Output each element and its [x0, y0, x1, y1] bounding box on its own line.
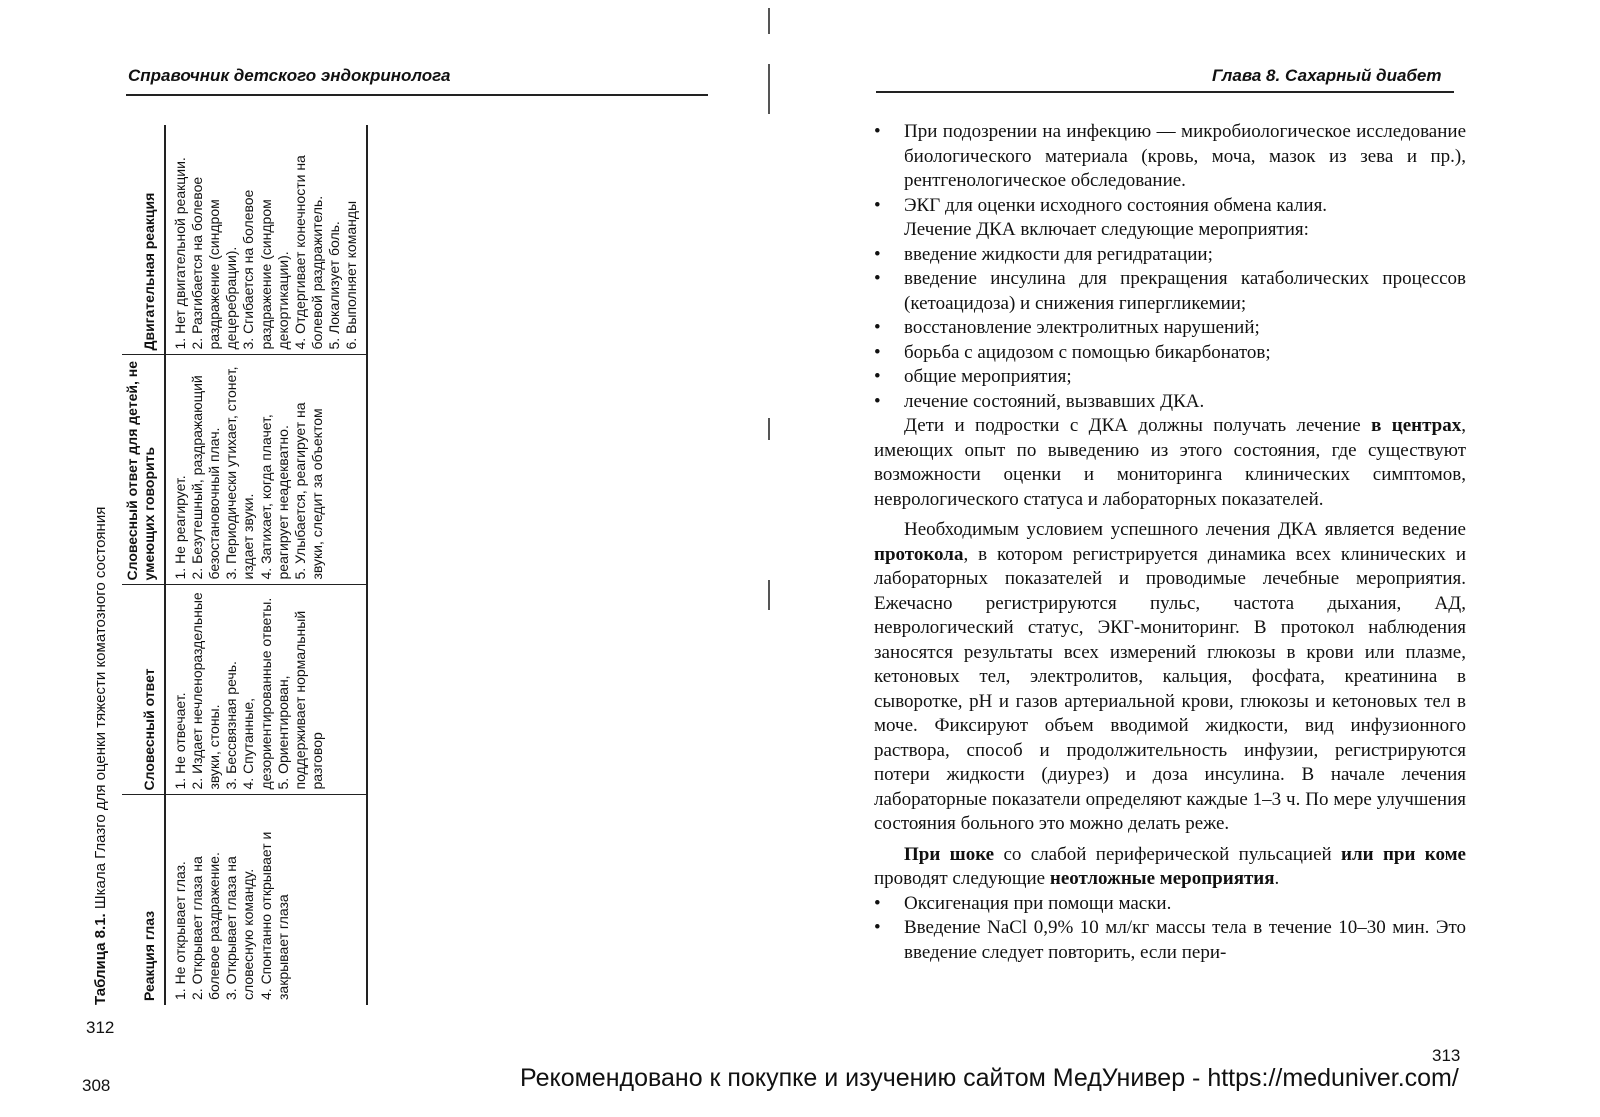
header-rule-left: [126, 94, 708, 96]
cell-line: 1. Не открывает глаз.: [172, 861, 189, 1000]
paragraph-centers: Дети и подростки с ДКА должны получать лечение в центрах, имеющих опыт по выведению из этого состояния, где существуют возможности оценки и мониторинга клинических симптомов, неврологического статуса и лабораторных показателей.: [874, 415, 1466, 510]
list-item: • восстановление электролитных нарушений;: [874, 316, 1466, 341]
cell-line: 5. Ориентирован, поддерживает нормальный разговор: [274, 610, 325, 790]
body-text: [874, 120, 1466, 965]
list-item: • введение инсулина для прекращения катаболических процессов (кетоацидоза) и снижения гипергликемии;: [874, 268, 1466, 314]
bullet-icon: •: [874, 194, 881, 216]
page-number-312: 312: [86, 1018, 115, 1037]
list-item: • введение жидкости для регидратации;: [874, 243, 1466, 268]
paragraph-shock: При шоке со слабой периферической пульсацией или при коме проводят следующие неотложные мероприятия.: [874, 843, 1466, 889]
paragraph-protocol: Необходимым условием успешного лечения ДКА является ведение протокола, в котором регистрируется динамика всех клинических и лабораторных показателей и проводимые лечебные мероприятия. Ежечасно регистрируются пульс, частота дыхания, АД, неврологический статус, ЭКГ-мониторинг. В протокол наблюдения заносятся результаты всех измерений глюкозы в крови или плазме, кетоновых тел, электролитов, кальция, фосфата, креатинина в сыворотке, pH и газов артериальной крови, глюкозы и кетоновых тел в моче. Фиксируют объем вводимой жидкости, вид инфузионного раствора, способ и продолжительность инфузии, регистрируются потери жидкости (диурез) и доза инсулина. В начале лечения лабораторные показатели определяют каждые 1–3 ч. По мере улучшения состояния больного это можно делать реже.: [874, 519, 1466, 834]
running-header-right: Глава 8. Сахарный диабет: [1212, 66, 1442, 85]
bullet-icon: •: [874, 121, 881, 142]
table-caption-label: Таблица 8.1.: [92, 913, 109, 1005]
cell-line: 3. Периодически утихает, стонет, издает звуки.: [223, 366, 257, 580]
list-item: • борьба с ацидозом с помощью бикарбонатов;: [874, 341, 1466, 366]
cell-line: 5. Улыбается, реагирует на звуки, следит за объектом: [291, 402, 325, 580]
cell-eye: [165, 795, 367, 1005]
cell-line: 4. Спутанные, дезориентированные ответы.: [240, 597, 274, 790]
cell-verbal-child: [165, 355, 367, 585]
list-item: • Оксигенация при помощи маски.: [874, 892, 1466, 917]
header-verbal-child: Словесный ответ для детей, не умеющих говорить: [122, 355, 165, 585]
cell-line: 3. Бессвязная речь.: [223, 661, 240, 790]
cell-verbal: [165, 585, 367, 795]
cell-line: 1. Не реагирует.: [172, 475, 189, 580]
glasgow-table: [122, 125, 368, 1005]
bullet-icon: •: [874, 268, 881, 289]
cell-line: 6. Выполняет команды: [342, 200, 359, 350]
bullet-icon: •: [874, 317, 881, 338]
binding-mark: [768, 580, 770, 610]
table-caption: [92, 507, 109, 1005]
list-item: • лечение состояний, вызвавших ДКА.: [874, 390, 1466, 415]
list-item: • При подозрении на инфекцию — микробиологическое исследование биологического материала (кровь, моча, мазок из зева и пр.), рентгенологическое обследование.: [874, 121, 1466, 191]
cell-line: 4. Отдергивает конечности на болевой раздражитель.: [291, 155, 325, 350]
cell-line: 1. Нет двигательной реакции.: [172, 157, 189, 350]
list-item: • ЭКГ для оценки исходного состояния обмена калия.: [874, 194, 1466, 219]
footer-recommendation: Рекомендовано к покупке и изучению сайтом МедУнивер - https://meduniver.com/: [520, 1064, 1459, 1092]
bullet-icon: •: [874, 243, 881, 265]
bullet-icon: •: [874, 366, 881, 387]
glasgow-table-rotated: [92, 125, 512, 1005]
cell-motor: [165, 125, 367, 355]
cell-line: 2. Открывает глаза на болевое раздражение.: [189, 852, 223, 1000]
list-item: • Введение NaCl 0,9% 10 мл/кг массы тела в течение 10–30 мин. Это введение следует повторить, если пери-: [874, 917, 1466, 963]
cell-line: 3. Открывает глаза на словесную команду.: [223, 856, 257, 1000]
running-header-left: Справочник детского эндокринолога: [128, 66, 451, 85]
bullet-icon: •: [874, 390, 881, 412]
page-number-313: 313: [1432, 1046, 1461, 1065]
header-verbal: Словесный ответ: [122, 585, 165, 795]
bullet-icon: •: [874, 892, 881, 914]
cell-line: 2. Безутешный, раздражающий безостановочный плач.: [189, 375, 223, 580]
header-motor: Двигательная реакция: [122, 125, 165, 355]
binding-mark: [768, 418, 770, 440]
cell-line: 5. Локализует боль.: [325, 221, 342, 350]
cell-line: 4. Затихает, когда плачет, реагирует неадекватно.: [257, 414, 291, 580]
binding-mark: [768, 64, 770, 114]
page-number-308: 308: [82, 1076, 111, 1095]
table-row: [165, 125, 367, 1005]
binding-mark: [768, 8, 770, 34]
bullet-icon: •: [874, 341, 881, 363]
cell-line: 2. Разгибается на болевое раздражение (синдром децеребрации).: [189, 176, 240, 350]
table-caption-text: Шкала Глазго для оценки тяжести коматозного состояния: [92, 506, 109, 914]
cell-line: 4. Спонтанно открывает и закрывает глаза: [257, 831, 291, 1000]
list-lead: Лечение ДКА включает следующие мероприятия:: [904, 219, 1309, 240]
header-rule-right: [876, 91, 1454, 93]
bullet-icon: •: [874, 917, 881, 938]
cell-line: 1. Не отвечает.: [172, 692, 189, 790]
cell-line: 2. Издает нечленораздельные звуки, стоны.: [189, 592, 223, 790]
list-item: • общие мероприятия;: [874, 365, 1466, 390]
cell-line: 3. Сгибается на болевое раздражение (синдром декортикации).: [240, 189, 291, 350]
header-eye: Реакция глаз: [122, 795, 165, 1005]
